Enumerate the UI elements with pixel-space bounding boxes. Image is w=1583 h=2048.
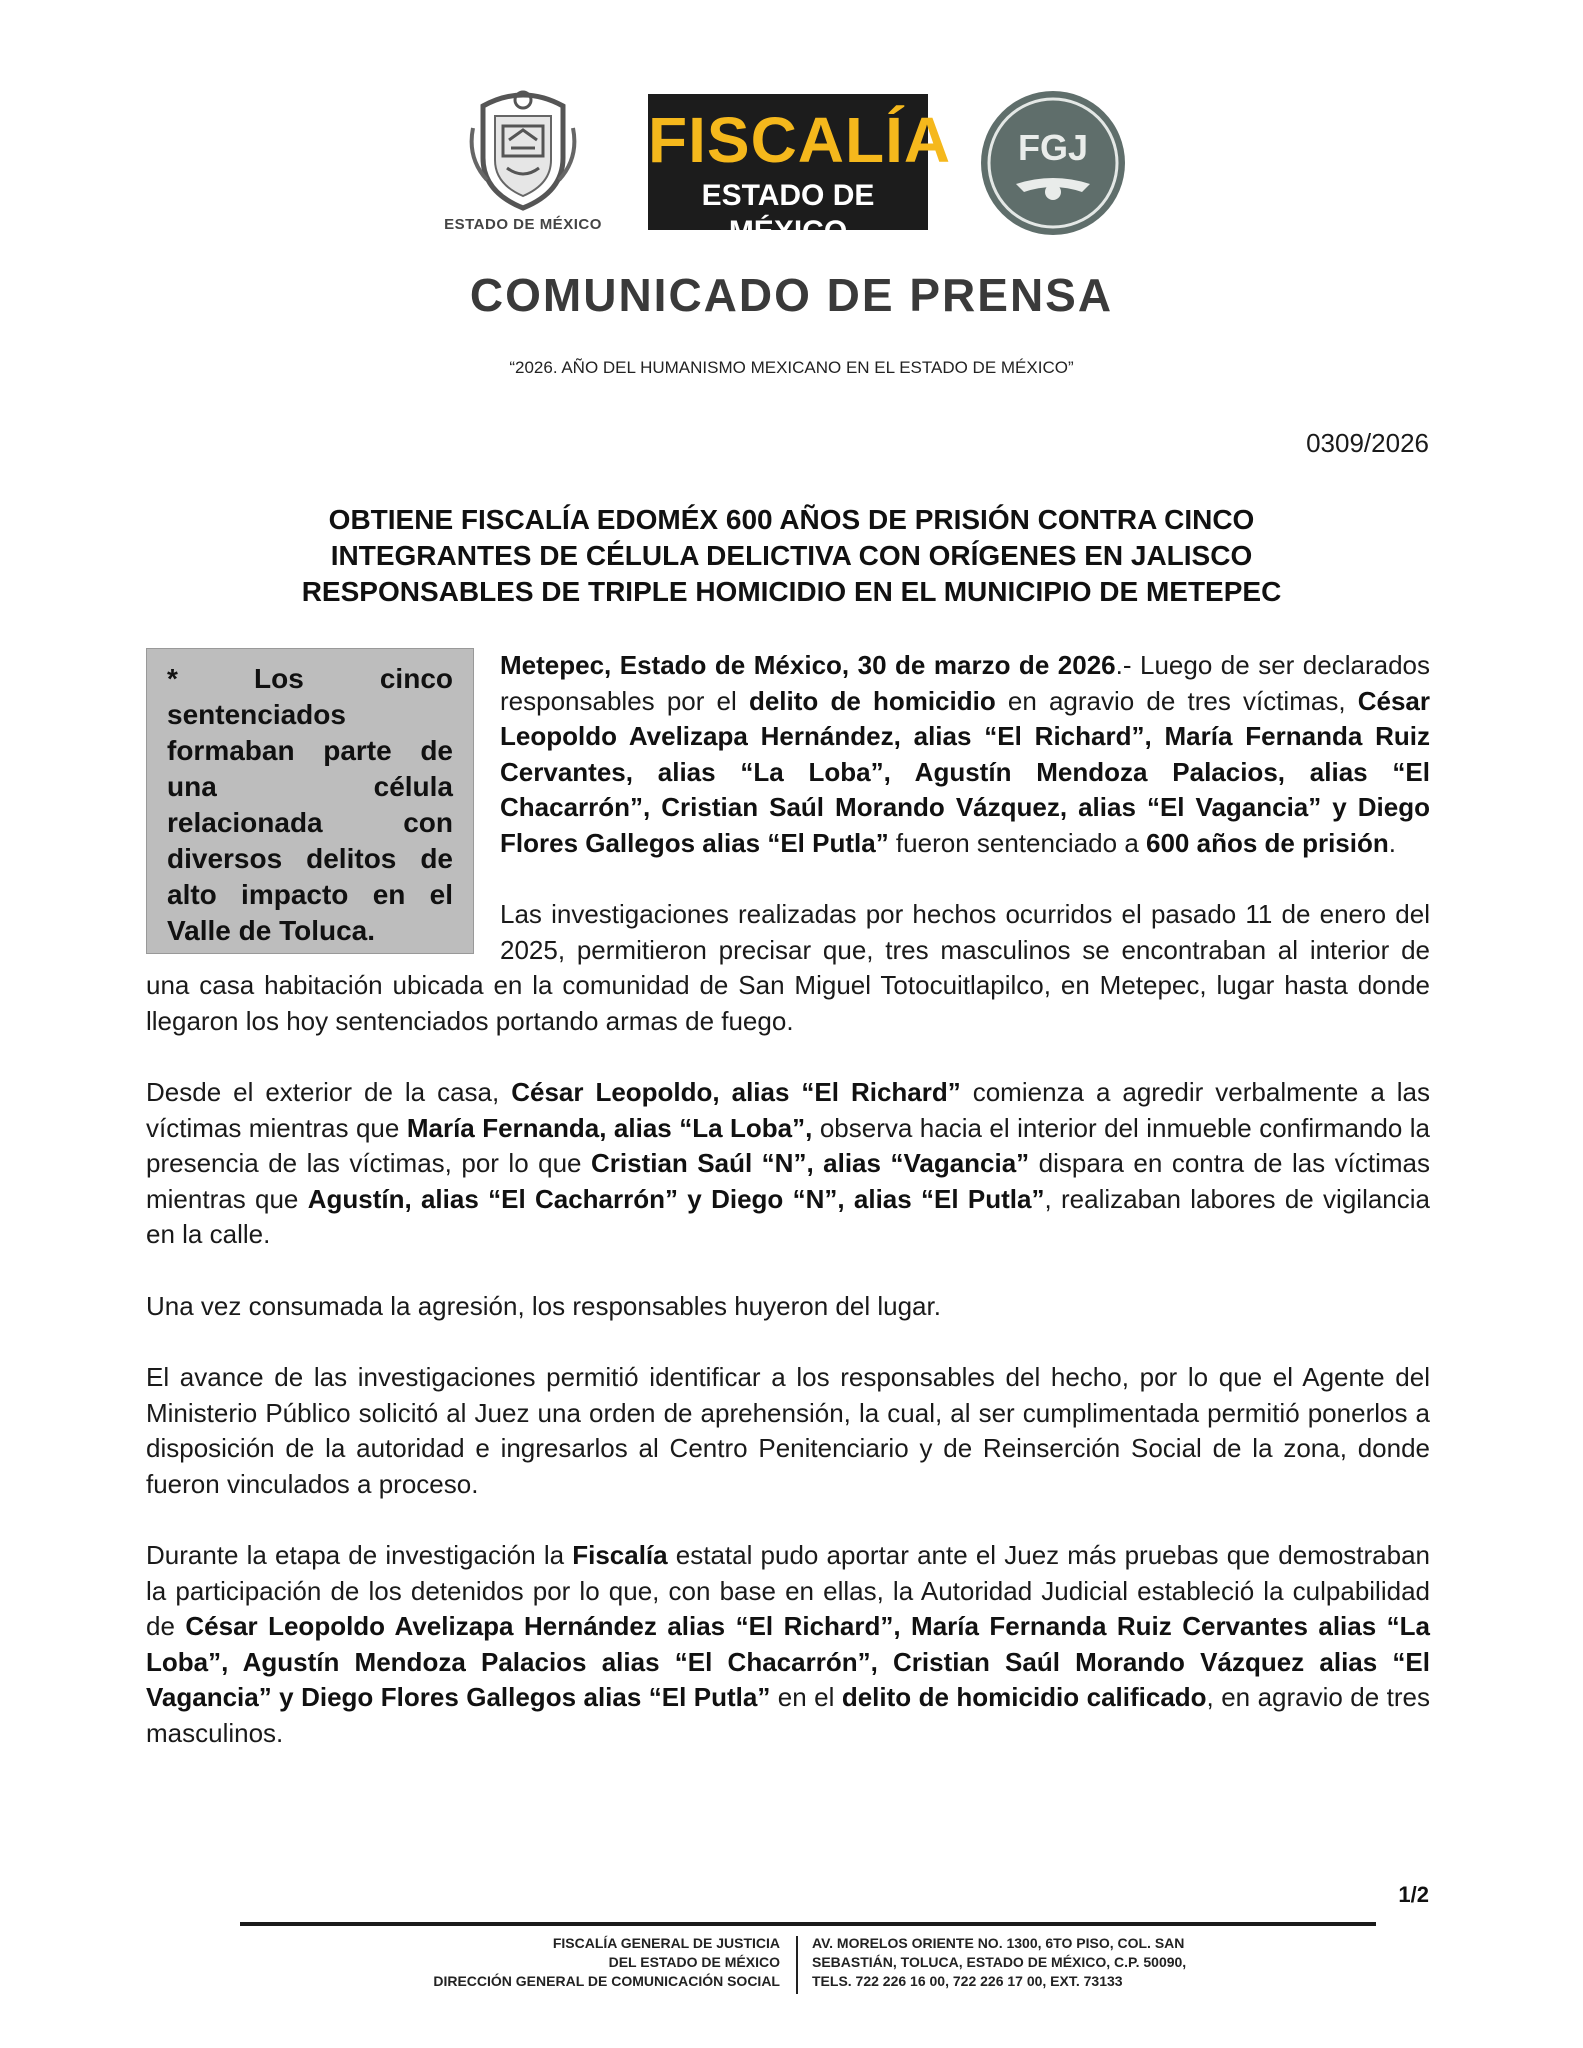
footer-line: DIRECCIÓN GENERAL DE COMUNICACIÓN SOCIAL	[433, 1973, 780, 1989]
text-run: estatal pudo aportar ante el Juez más pruebas que demostraban la participación de los detenidos por lo que, con base en ellas, la Autoridad Judicial estableció la culpabilidad de	[146, 1540, 1430, 1641]
fiscalia-logo-line2: ESTADO DE MÉXICO	[701, 179, 875, 248]
bold-run: César Leopoldo Avelizapa Hernández alias “El Richard”, María Fernanda Ruiz Cervantes alias “La Loba”, Agustín Mendoza Palacios alias “El Chacarrón”, Cristian Saúl Morando Vázquez alias “El Vagancia” y Diego Flores Gallegos alias “El Putla”	[146, 1611, 1430, 1712]
headline-line: INTEGRANTES DE CÉLULA DELICTIVA CON ORÍGENES EN JALISCO	[330, 540, 1253, 571]
paragraph: Una vez consumada la agresión, los responsables huyeron del lugar.	[146, 1290, 941, 1321]
bold-run: delito de homicidio calificado	[841, 1682, 1207, 1712]
text-run: observa hacia el interior del inmueble confirmando la presencia de las víctimas, por lo que	[146, 1112, 1431, 1178]
year-motto: “2026. AÑO DEL HUMANISMO MEXICANO EN EL ESTADO DE MÉXICO”	[509, 358, 1074, 377]
fgj-logo-icon	[978, 88, 1128, 238]
page-number: 1/2	[1398, 1882, 1429, 1907]
text-run: , en agravio de tres masculinos.	[146, 1682, 1431, 1748]
text-run: .	[1388, 827, 1396, 858]
paragraph	[146, 1538, 1430, 1751]
shield-caption: ESTADO DE MÉXICO	[444, 216, 602, 233]
text-run: en el	[770, 1682, 842, 1712]
document-number: 0309/2026	[1306, 428, 1429, 458]
bold-run: Fiscalía	[572, 1540, 668, 1570]
bold-run: 600 años de prisión	[1146, 827, 1389, 858]
paragraph	[146, 1075, 1430, 1253]
paragraph: El avance de las investigaciones permitió identificar a los responsables del hecho, por lo que el Agente del Ministerio Público solicitó al Juez una orden de aprehensión, la cual, al ser cumplimentada permitió ponerlos a disposición de la autoridad e ingresarlos al Centro Penitenciario y de Reinserción Social de la zona, donde fueron vinculados a proceso.	[146, 1362, 1430, 1499]
footer-line: AV. MORELOS ORIENTE NO. 1300, 6TO PISO, COL. SAN	[812, 1935, 1185, 1951]
coat-of-arms-icon	[463, 88, 583, 212]
bold-run: delito de homicidio	[748, 685, 996, 716]
bold-run: César Leopoldo Avelizapa Hernández, alias “El Richard”, María Fernanda Ruiz Cervantes, alias “La Loba”, Agustín Mendoza Palacios, alias “El Chacarrón”, Cristian Saúl Morando Vázquez, alias “El Vagancia” y Diego Flores Gallegos alias “El Putla”	[500, 685, 1430, 858]
bold-run: Agustín, alias “El Cacharrón” y Diego “N”, alias “El Putla”	[307, 1183, 1045, 1214]
footer-line: SEBASTIÁN, TOLUCA, ESTADO DE MÉXICO, C.P. 50090,	[812, 1954, 1187, 1970]
paragraph: Las investigaciones realizadas por hechos ocurridos el pasado 11 de enero del 2025, permitieron precisar que, tres masculinos se encontraban al interior de una casa habitación ubicada en la comunidad de San Miguel Totocuitlapilco, en Metepec, lugar hasta donde llegaron los hoy sentenciados portando armas de fuego.	[146, 899, 1430, 1036]
footer-institution	[240, 1934, 780, 1991]
footer-separator	[796, 1936, 798, 1994]
text-run: fueron sentenciado a	[888, 827, 1146, 858]
footer-line: DEL ESTADO DE MÉXICO	[608, 1954, 780, 1970]
headline-line: RESPONSABLES DE TRIPLE HOMICIDIO EN EL MUNICIPIO DE METEPEC	[301, 576, 1282, 607]
headline-line: OBTIENE FISCALÍA EDOMÉX 600 AÑOS DE PRISIÓN CONTRA CINCO	[328, 504, 1255, 535]
highlight-callout: * Los cinco sentenciados formaban parte de una célula relacionada con diversos delitos de alto impacto en el Valle de Toluca.	[146, 648, 474, 954]
footer	[240, 1934, 1376, 2000]
header-logos	[420, 88, 1140, 248]
bold-run: Cristian Saúl “N”, alias “Vagancia”	[591, 1148, 1030, 1178]
press-release-title: COMUNICADO DE PRENSA	[469, 269, 1114, 321]
article-body	[146, 648, 1430, 1787]
fiscalia-logo	[648, 94, 952, 248]
bold-run: María Fernanda, alias “La Loba”,	[406, 1112, 813, 1143]
text-run: Durante la etapa de investigación la	[146, 1540, 573, 1570]
text-run: comienza a agredir verbalmente a las víctimas mientras que	[146, 1077, 1431, 1143]
fiscalia-logo-line1: FISCALÍA	[648, 104, 952, 176]
text-run: Desde el exterior de la casa,	[146, 1077, 512, 1107]
estado-de-mexico-logo	[428, 88, 618, 248]
bold-run: César Leopoldo, alias “El Richard”	[511, 1077, 961, 1107]
fgj-logo-text: FGJ	[1017, 127, 1089, 168]
text-run: .- Luego de ser declarados responsables por el	[500, 650, 1431, 716]
footer-line: TELS. 722 226 16 00, 722 226 17 00, EXT. 73133	[812, 1973, 1123, 1989]
dateline: Metepec, Estado de México, 30 de marzo de 2026	[500, 650, 1116, 680]
text-run: en agravio de tres víctimas,	[995, 685, 1358, 716]
headline	[150, 502, 1433, 610]
text-run: , realizaban labores de vigilancia en la calle.	[146, 1183, 1431, 1249]
footer-line: FISCALÍA GENERAL DE JUSTICIA	[552, 1935, 780, 1951]
text-run: dispara en contra de las víctimas mientras que	[146, 1148, 1431, 1214]
footer-divider	[240, 1922, 1376, 1926]
footer-address	[812, 1934, 1372, 1991]
